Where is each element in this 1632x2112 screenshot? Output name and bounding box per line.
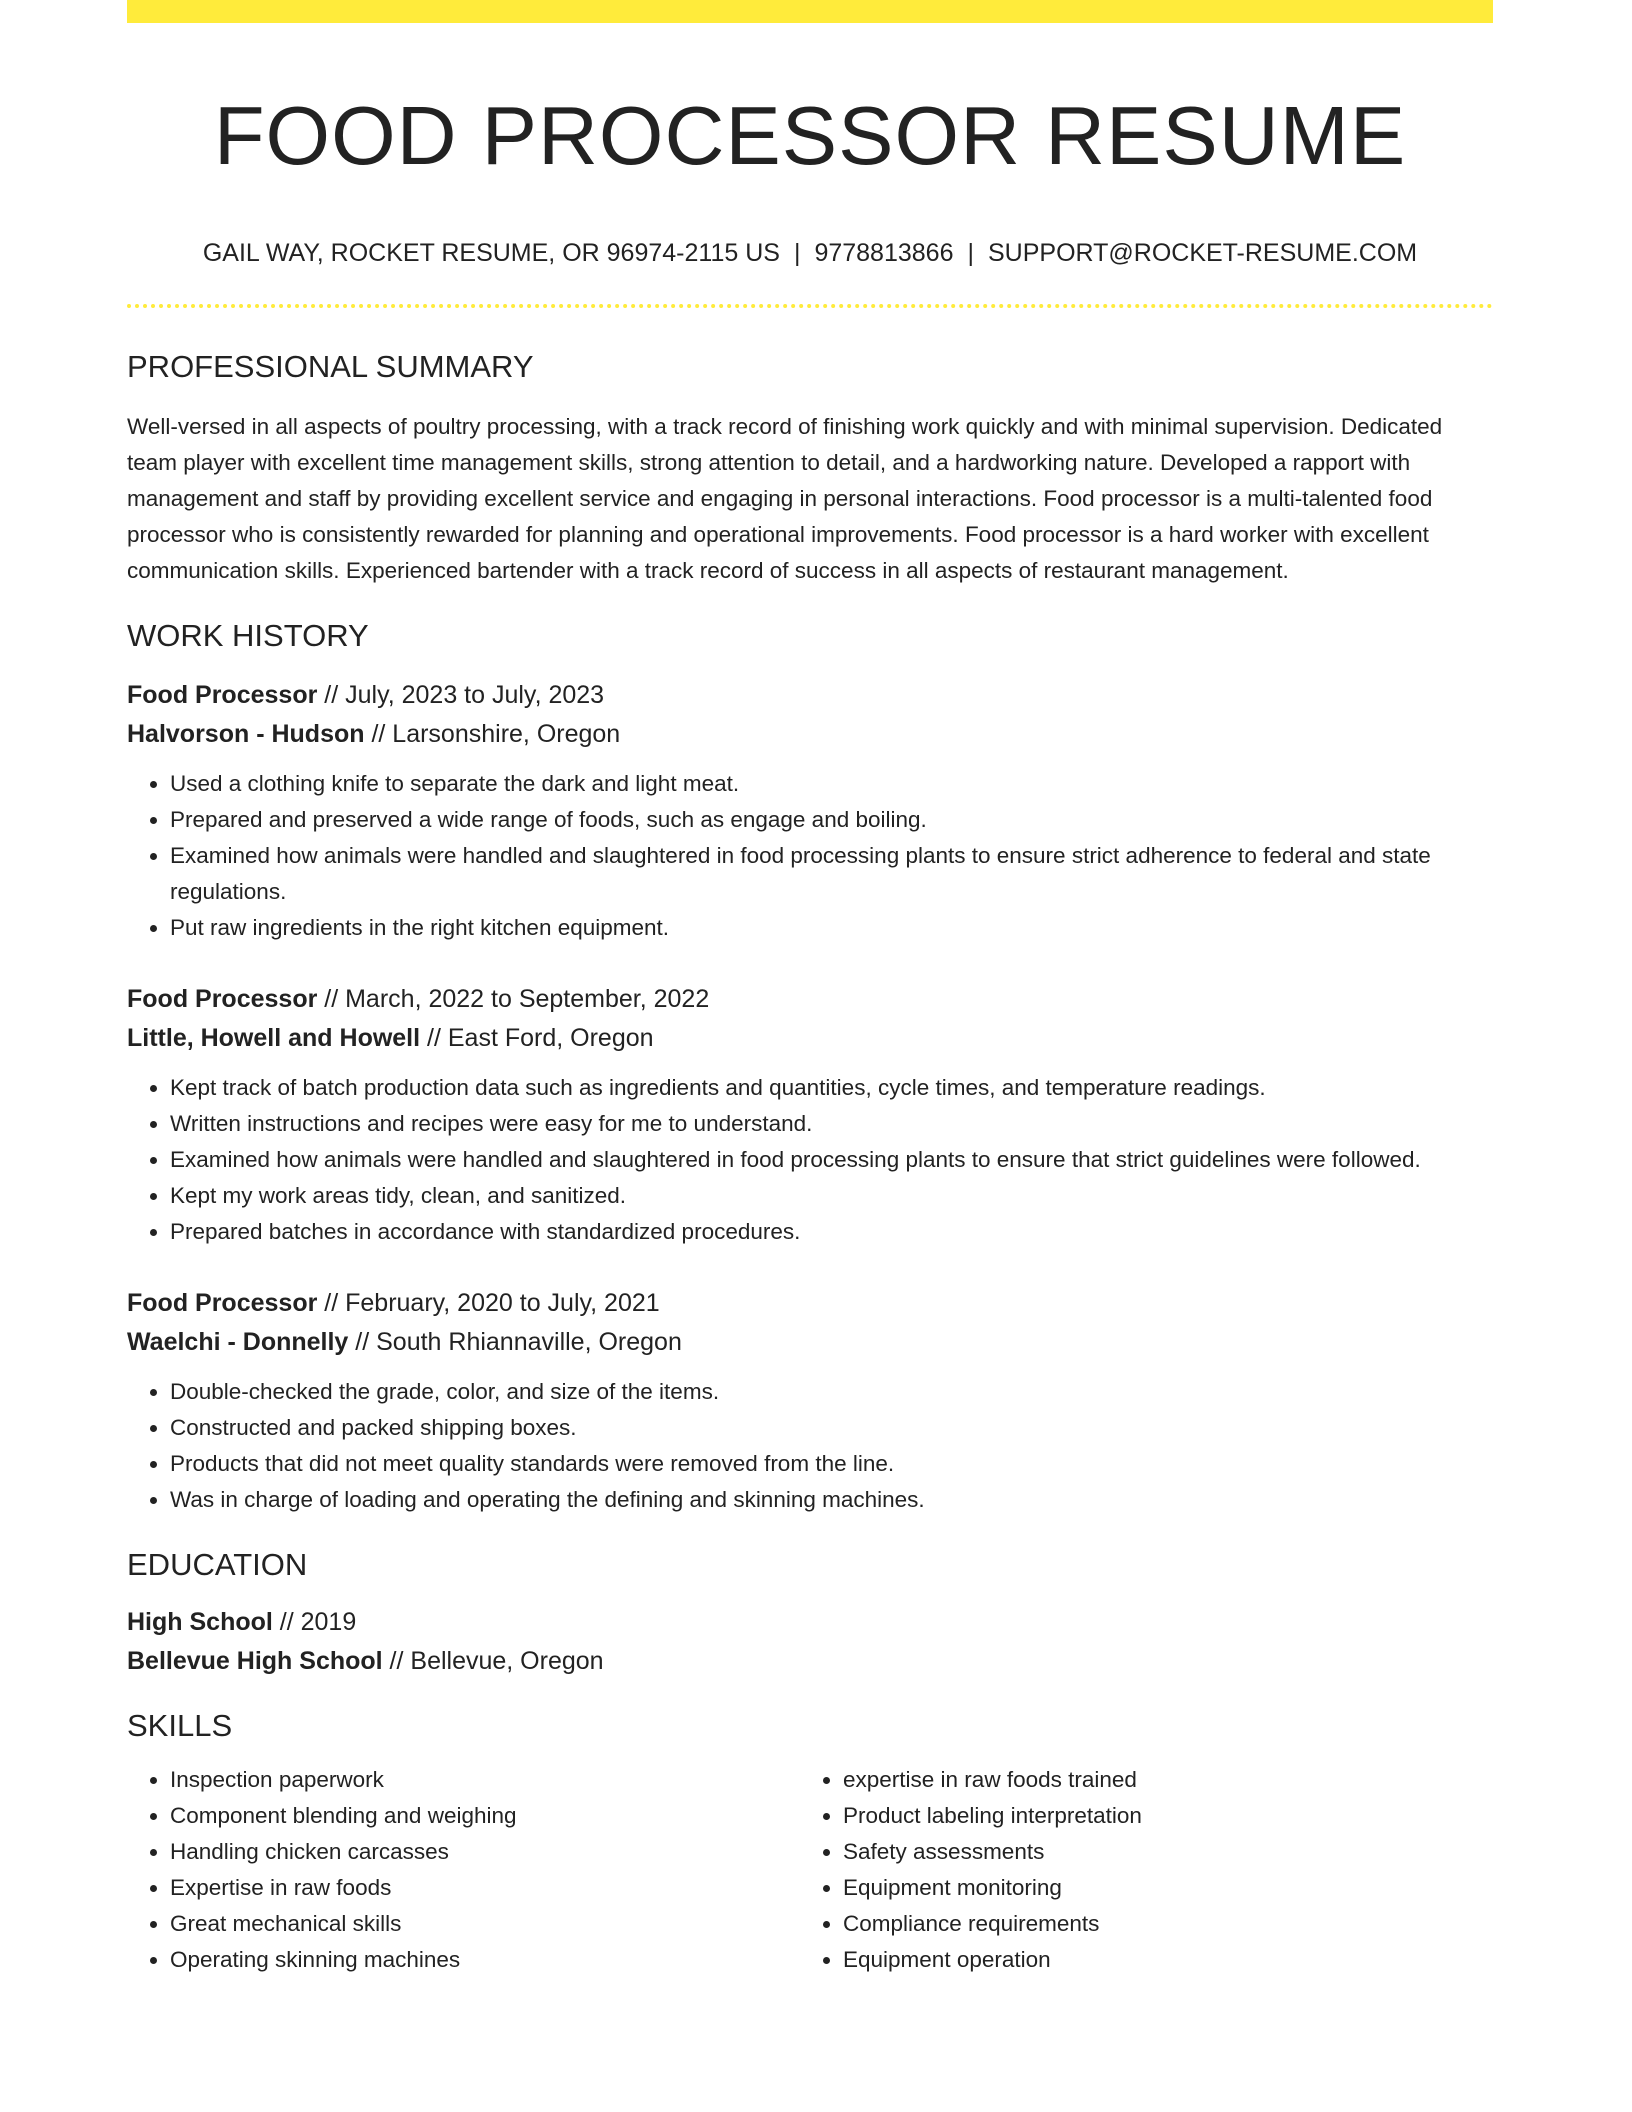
skill-item: • Compliance requirements bbox=[843, 1906, 1473, 1942]
job-employer-line bbox=[127, 715, 1493, 754]
bullet-item: • Prepared and preserved a wide range of foods, such as engage and boiling. bbox=[170, 802, 1493, 838]
job-entry bbox=[127, 1284, 1493, 1518]
education-school: Bellevue High School bbox=[127, 1647, 383, 1676]
bullet-item: • Put raw ingredients in the right kitchen equipment. bbox=[170, 910, 1493, 946]
contact-line bbox=[127, 238, 1493, 268]
skills-list-left bbox=[127, 1762, 800, 1978]
contact-phone: 9778813866 bbox=[814, 238, 954, 267]
contact-separator: | bbox=[793, 238, 801, 267]
skill-item: • Safety assessments bbox=[843, 1834, 1473, 1870]
bullet-item: • Prepared batches in accordance with standardized procedures. bbox=[170, 1214, 1493, 1250]
bullet-item: • Kept track of batch production data such as ingredients and quantities, cycle times, and temperature readings. bbox=[170, 1070, 1493, 1106]
job-entry bbox=[127, 676, 1493, 946]
job-title: Food Processor bbox=[127, 1288, 318, 1317]
job-bullets bbox=[127, 1070, 1493, 1250]
skills-columns bbox=[127, 1762, 1493, 1978]
skill-item: • Handling chicken carcasses bbox=[170, 1834, 800, 1870]
contact-address: GAIL WAY, ROCKET RESUME, OR 96974-2115 US bbox=[202, 238, 780, 267]
skill-item: • expertise in raw foods trained bbox=[843, 1762, 1473, 1798]
job-title: Food Processor bbox=[127, 984, 318, 1013]
job-employer: Waelchi - Donnelly bbox=[127, 1327, 349, 1356]
job-dates: // July, 2023 to July, 2023 bbox=[317, 680, 605, 709]
job-dates: // February, 2020 to July, 2021 bbox=[317, 1288, 660, 1317]
summary-heading: PROFESSIONAL SUMMARY bbox=[127, 348, 534, 384]
bullet-item: • Kept my work areas tidy, clean, and sanitized. bbox=[170, 1178, 1493, 1214]
education-degree-line bbox=[127, 1603, 1493, 1642]
education-year: // 2019 bbox=[272, 1608, 357, 1637]
bullet-item: • Products that did not meet quality standards were removed from the line. bbox=[170, 1446, 1493, 1482]
bullet-item: • Examined how animals were handled and slaughtered in food processing plants to ensure strict adherence to federal and state regulations. bbox=[170, 838, 1493, 910]
job-location: // South Rhiannaville, Oregon bbox=[348, 1327, 682, 1356]
bullet-item: • Double-checked the grade, color, and size of the items. bbox=[170, 1374, 1493, 1410]
work-history-heading: WORK HISTORY bbox=[127, 617, 369, 653]
education-entry bbox=[127, 1603, 1493, 1681]
job-title-line bbox=[127, 1284, 1493, 1323]
job-bullets bbox=[127, 1374, 1493, 1518]
job-bullets bbox=[127, 766, 1493, 946]
job-employer: Little, Howell and Howell bbox=[127, 1023, 421, 1052]
job-dates: // March, 2022 to September, 2022 bbox=[317, 984, 710, 1013]
skill-item: • Operating skinning machines bbox=[170, 1942, 800, 1978]
skills-list-right bbox=[800, 1762, 1473, 1978]
job-entry bbox=[127, 980, 1493, 1250]
education-degree: High School bbox=[127, 1608, 273, 1637]
skill-item: • Product labeling interpretation bbox=[843, 1798, 1473, 1834]
job-location: // Larsonshire, Oregon bbox=[364, 719, 621, 748]
resume-page bbox=[127, 0, 1493, 1978]
bullet-item: • Constructed and packed shipping boxes. bbox=[170, 1410, 1493, 1446]
skill-item: • Inspection paperwork bbox=[170, 1762, 800, 1798]
summary-text: Well-versed in all aspects of poultry processing, with a track record of finishing work quickly and with minimal supervision. Dedicated team player with excellent time management skills, strong attention to detail, and a hardworking nature. Developed a rapport with management and staff by providing excellent service and engaging in personal interactions. Food processor is a multi-talented food processor who is consistently rewarded for planning and operational improvements. Food processor is a hard worker with excellent communication skills. Experienced bartender with a track record of success in all aspects of restaurant management. bbox=[127, 413, 1443, 583]
skills-heading: SKILLS bbox=[127, 1708, 233, 1744]
job-employer-line bbox=[127, 1323, 1493, 1362]
job-title-line bbox=[127, 676, 1493, 715]
skill-item: • Equipment operation bbox=[843, 1942, 1473, 1978]
job-location: // East Ford, Oregon bbox=[420, 1023, 654, 1052]
skill-item: • Component blending and weighing bbox=[170, 1798, 800, 1834]
bullet-item: • Written instructions and recipes were easy for me to understand. bbox=[170, 1106, 1493, 1142]
education-location: // Bellevue, Oregon bbox=[382, 1647, 604, 1676]
education-heading: EDUCATION bbox=[127, 1546, 308, 1582]
contact-separator: | bbox=[967, 238, 974, 267]
job-employer: Halvorson - Hudson bbox=[127, 719, 365, 748]
accent-bar bbox=[127, 0, 1493, 23]
skill-item: • Expertise in raw foods bbox=[170, 1870, 800, 1906]
contact-email: SUPPORT@ROCKET-RESUME.COM bbox=[987, 238, 1418, 267]
resume-title: FOOD PROCESSOR RESUME bbox=[213, 89, 1407, 182]
job-title-line bbox=[127, 980, 1493, 1019]
skill-item: • Equipment monitoring bbox=[843, 1870, 1473, 1906]
education-school-line bbox=[127, 1642, 1493, 1681]
skill-item: • Great mechanical skills bbox=[170, 1906, 800, 1942]
job-employer-line bbox=[127, 1019, 1493, 1058]
job-title: Food Processor bbox=[127, 680, 318, 709]
dotted-divider bbox=[127, 304, 1493, 308]
bullet-item: • Used a clothing knife to separate the dark and light meat. bbox=[170, 766, 1493, 802]
bullet-item: • Examined how animals were handled and slaughtered in food processing plants to ensure that strict guidelines were followed. bbox=[170, 1142, 1493, 1178]
bullet-item: • Was in charge of loading and operating the defining and skinning machines. bbox=[170, 1482, 1493, 1518]
